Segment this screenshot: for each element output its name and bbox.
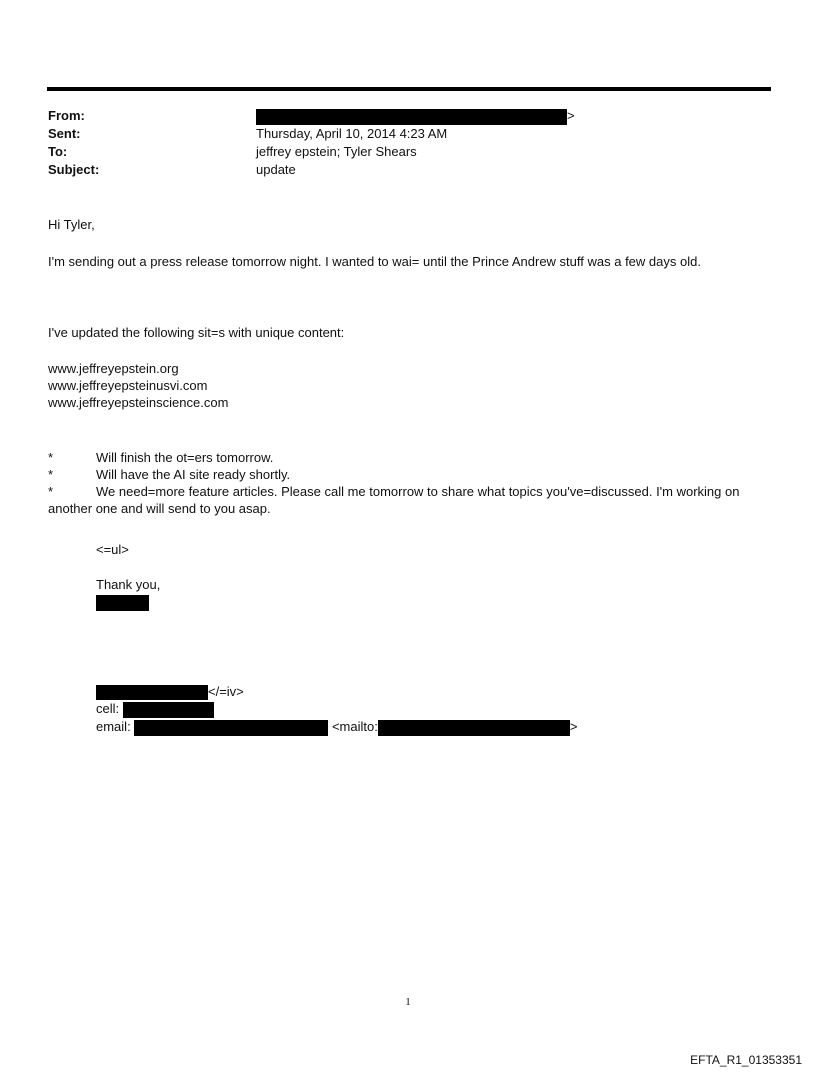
redaction-box	[96, 595, 149, 611]
subject-row	[48, 161, 768, 179]
email-line	[96, 718, 577, 736]
site-list	[48, 360, 228, 411]
bullet-marker: *	[48, 450, 54, 465]
bullet-continuation: another one and will send to you asap.	[48, 501, 271, 516]
signature-block	[96, 683, 244, 700]
bullet-text: Will have the AI site ready shortly.	[96, 467, 291, 482]
sig-div-tag: </=iv>	[208, 684, 244, 699]
redaction-box	[123, 702, 214, 718]
bullet-text: We need=more feature articles. Please call me tomorrow to share what topics you've=discussed. I'm working on	[96, 484, 740, 499]
from-label: From:	[48, 108, 85, 123]
bullet-marker: *	[48, 484, 54, 499]
bullet-marker: *	[48, 467, 54, 482]
header-rule	[47, 87, 771, 91]
bates-number: EFTA_R1_01353351	[690, 1053, 802, 1067]
from-row	[48, 107, 768, 125]
site-link[interactable]: www.jeffreyepstein.org	[48, 361, 179, 376]
site-link[interactable]: www.jeffreyepsteinusvi.com	[48, 378, 208, 393]
sent-value: Thursday, April 10, 2014 4:23 AM	[256, 126, 448, 141]
cell-label: cell:	[96, 701, 120, 716]
list-item	[48, 449, 778, 466]
mailto-prefix: <mailto:	[331, 719, 378, 734]
ul-tag-text: <=ul>	[96, 542, 129, 557]
email-header	[48, 107, 768, 179]
subject-value: update	[256, 162, 296, 177]
list-item	[48, 466, 778, 483]
site-link[interactable]: www.jeffreyepsteinscience.com	[48, 395, 229, 410]
redaction-box	[134, 720, 328, 736]
redaction-box	[256, 109, 567, 125]
list-item	[48, 483, 778, 500]
thanks-text: Thank you,	[96, 577, 161, 592]
page-number: 1	[405, 996, 411, 1008]
subject-label: Subject:	[48, 162, 100, 177]
bullet-list	[48, 449, 778, 517]
to-label: To:	[48, 144, 68, 159]
greeting: Hi Tyler,	[48, 217, 95, 232]
paragraph-sites-intro: I've updated the following sit=s with unique content:	[48, 325, 345, 340]
signature-name	[96, 593, 149, 611]
redaction-box	[378, 720, 570, 736]
email-label: email:	[96, 719, 131, 734]
to-row	[48, 143, 768, 161]
sent-label: Sent:	[48, 126, 81, 141]
paragraph-press-release: I'm sending out a press release tomorrow night. I wanted to wai= until the Prince Andrew stuff was a few days old.	[48, 254, 701, 269]
from-value	[256, 107, 768, 125]
from-suffix: >	[567, 108, 575, 123]
mailto-suffix: >	[569, 719, 578, 734]
cell-line	[96, 700, 214, 718]
redaction-box	[96, 685, 208, 700]
to-value: jeffrey epstein; Tyler Shears	[256, 144, 417, 159]
bullet-text: Will finish the ot=ers tomorrow.	[96, 450, 274, 465]
sent-row	[48, 125, 768, 143]
